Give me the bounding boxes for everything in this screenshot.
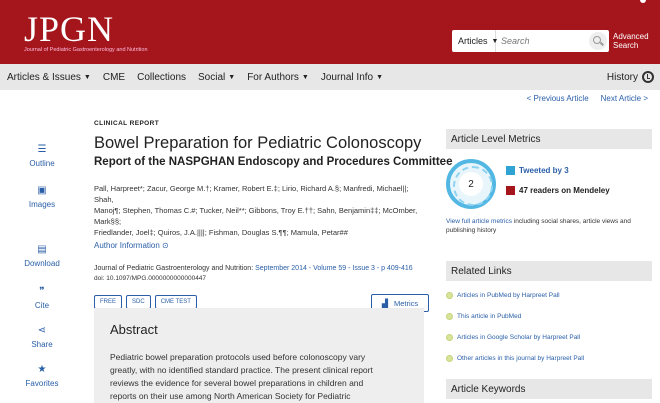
bar-chart-icon: ▟ xyxy=(381,298,388,308)
nav-label: Collections xyxy=(137,71,187,83)
images-icon: ▣ xyxy=(37,185,47,196)
article-subtitle: Report of the NASPGHAN Endoscopy and Procedures Committee xyxy=(94,156,453,168)
related-link-label: Articles in PubMed by Harpreet Pall xyxy=(457,292,560,299)
abstract-line: reviews the evidence for several bowel preparations in children and xyxy=(110,378,364,388)
logo-text: JPGN xyxy=(24,9,115,49)
abstract-line: greatly, with no identified standard practice. The present clinical report xyxy=(110,365,373,375)
nav-label: Articles & Issues xyxy=(7,71,81,83)
cme-test-badge[interactable]: CME TEST xyxy=(155,295,197,309)
chevron-down-icon: ▼ xyxy=(228,73,236,81)
citation xyxy=(94,264,429,284)
related-link-item[interactable] xyxy=(446,334,580,341)
rail-label: Share xyxy=(31,340,53,349)
logo-subtitle: Journal of Pediatric Gastroenterology and Nutrition xyxy=(24,47,148,53)
related-link-label: Other articles in this journal by Harpreet Pall xyxy=(457,355,585,362)
full-metrics-desc: including social shares, article views and xyxy=(511,218,631,225)
author-line: Manoj¶; Stephen, Thomas C.#; Tucker, Neil**; Gibbons, Troy E.††; Sahn, Benjamin‡‡; McOmber, Mark§§; xyxy=(94,206,418,226)
related-link-item[interactable] xyxy=(446,355,584,362)
nav-articles-issues[interactable] xyxy=(0,72,96,83)
metrics-heading: Article Level Metrics xyxy=(446,129,652,149)
bullet-icon xyxy=(446,334,453,341)
full-metrics-text xyxy=(446,217,652,235)
nav-label: Social xyxy=(198,71,226,83)
mendeley-square-icon xyxy=(506,186,515,195)
abstract-line: Pediatric bowel preparation protocols used before colonoscopy vary xyxy=(110,352,366,362)
citation-journal: Journal of Pediatric Gastroenterology and Nutrition: xyxy=(94,265,256,272)
altmetric-donut[interactable] xyxy=(446,159,496,209)
rail-outline[interactable] xyxy=(20,144,64,168)
caret-down-icon: ▼ xyxy=(491,37,499,45)
article-type: CLINICAL REPORT xyxy=(94,120,160,127)
twitter-square-icon xyxy=(506,166,515,175)
rail-download[interactable] xyxy=(20,244,64,268)
nav-social[interactable] xyxy=(191,72,240,83)
next-article-link[interactable]: Next Article > xyxy=(600,94,648,103)
rail-label: Outline xyxy=(29,159,55,168)
abstract-text xyxy=(110,351,408,403)
article-title: Bowel Preparation for Pediatric Colonoscopy xyxy=(94,134,422,152)
doi: doi: 10.1097/MPG.0000000000000447 xyxy=(94,275,207,282)
history-label: History xyxy=(606,71,638,83)
chevron-down-icon: ▼ xyxy=(83,73,91,81)
chevron-down-icon: ▼ xyxy=(376,73,384,81)
metrics-panel xyxy=(446,129,652,249)
keywords-panel xyxy=(446,379,652,403)
rail-label: Cite xyxy=(34,301,50,310)
author-line: Pall, Harpreet*; Zacur, George M.†; Kramer, Robert E.‡; Lirio, Richard A.§; Manfredi, Michael||; Shah, xyxy=(94,184,409,204)
related-links-panel xyxy=(446,261,652,371)
rail-label: Download xyxy=(24,259,60,268)
mendeley-text: 47 readers on Mendeley xyxy=(519,186,610,195)
outline-icon: ☰ xyxy=(37,144,47,155)
keywords-heading: Article Keywords xyxy=(446,379,652,399)
free-badge[interactable]: FREE xyxy=(94,295,122,309)
metrics-label: Metrics xyxy=(393,298,419,308)
article-header xyxy=(94,120,453,310)
related-link-label: This article in PubMed xyxy=(457,313,522,320)
author-list[interactable] xyxy=(94,183,429,238)
search-icon[interactable] xyxy=(589,32,607,50)
related-links-heading: Related Links xyxy=(446,261,652,281)
decorative-dot xyxy=(640,0,646,3)
site-header xyxy=(0,0,660,64)
rail-cite[interactable] xyxy=(20,286,64,310)
nav-collections[interactable] xyxy=(130,72,191,83)
nav-for-authors[interactable] xyxy=(240,72,314,83)
rail-label: Favorites xyxy=(25,379,59,388)
nav-label: For Authors xyxy=(247,71,299,83)
main-nav xyxy=(0,64,660,90)
mendeley-row[interactable] xyxy=(506,186,610,195)
rail-label: Images xyxy=(28,200,56,209)
nav-cme[interactable] xyxy=(96,72,130,83)
tweeted-text: Tweeted by 3 xyxy=(519,166,569,175)
search-box xyxy=(452,30,609,52)
search-category-label: Articles xyxy=(458,36,488,46)
history-icon xyxy=(642,71,654,83)
tweeted-row[interactable] xyxy=(506,166,569,175)
rail-share[interactable] xyxy=(20,325,64,349)
altmetric-score: 2 xyxy=(459,172,483,196)
abstract-section xyxy=(94,308,424,403)
related-link-item[interactable] xyxy=(446,313,521,320)
journal-logo[interactable] xyxy=(24,9,148,53)
sdc-badge[interactable]: SDC xyxy=(126,295,151,309)
cite-icon: ❞ xyxy=(39,286,45,297)
author-line: Friedlander, Joel‡; Quiros, J.A.||||; Fishman, Douglas S.¶¶; Mamula, Petar## xyxy=(94,228,348,237)
history-button[interactable] xyxy=(607,64,654,90)
download-icon: ▤ xyxy=(37,244,47,255)
related-link-label: Articles in Google Scholar by Harpreet Pall xyxy=(457,334,581,341)
rail-images[interactable] xyxy=(20,185,64,209)
issue-link[interactable]: September 2014 - Volume 59 - Issue 3 - p 409-416 xyxy=(255,265,413,272)
share-icon: ⋖ xyxy=(37,325,47,336)
nav-label: CME xyxy=(102,71,126,83)
rail-favorites[interactable] xyxy=(20,364,64,388)
article-pagination xyxy=(527,94,648,103)
star-icon: ★ xyxy=(37,364,47,375)
abstract-heading: Abstract xyxy=(110,322,158,337)
chevron-down-icon: ▼ xyxy=(301,73,309,81)
bullet-icon xyxy=(446,313,453,320)
search-category-select[interactable] xyxy=(452,30,499,52)
abstract-line: reports on their use among North American Society for Pediatric xyxy=(110,391,351,401)
search-input[interactable] xyxy=(496,36,586,46)
nav-label: Journal Info xyxy=(320,71,374,83)
full-metrics-desc: publishing history xyxy=(446,227,497,234)
bullet-icon xyxy=(446,292,453,299)
full-metrics-link[interactable]: View full article metrics xyxy=(446,218,512,225)
related-link-item[interactable] xyxy=(446,292,560,299)
author-information-toggle[interactable]: Author Information ⊙ xyxy=(94,241,169,250)
previous-article-link[interactable]: < Previous Article xyxy=(526,94,589,103)
nav-journal-info[interactable] xyxy=(314,72,388,83)
bullet-icon xyxy=(446,355,453,362)
advanced-search-link[interactable]: Advanced Search xyxy=(613,32,649,50)
